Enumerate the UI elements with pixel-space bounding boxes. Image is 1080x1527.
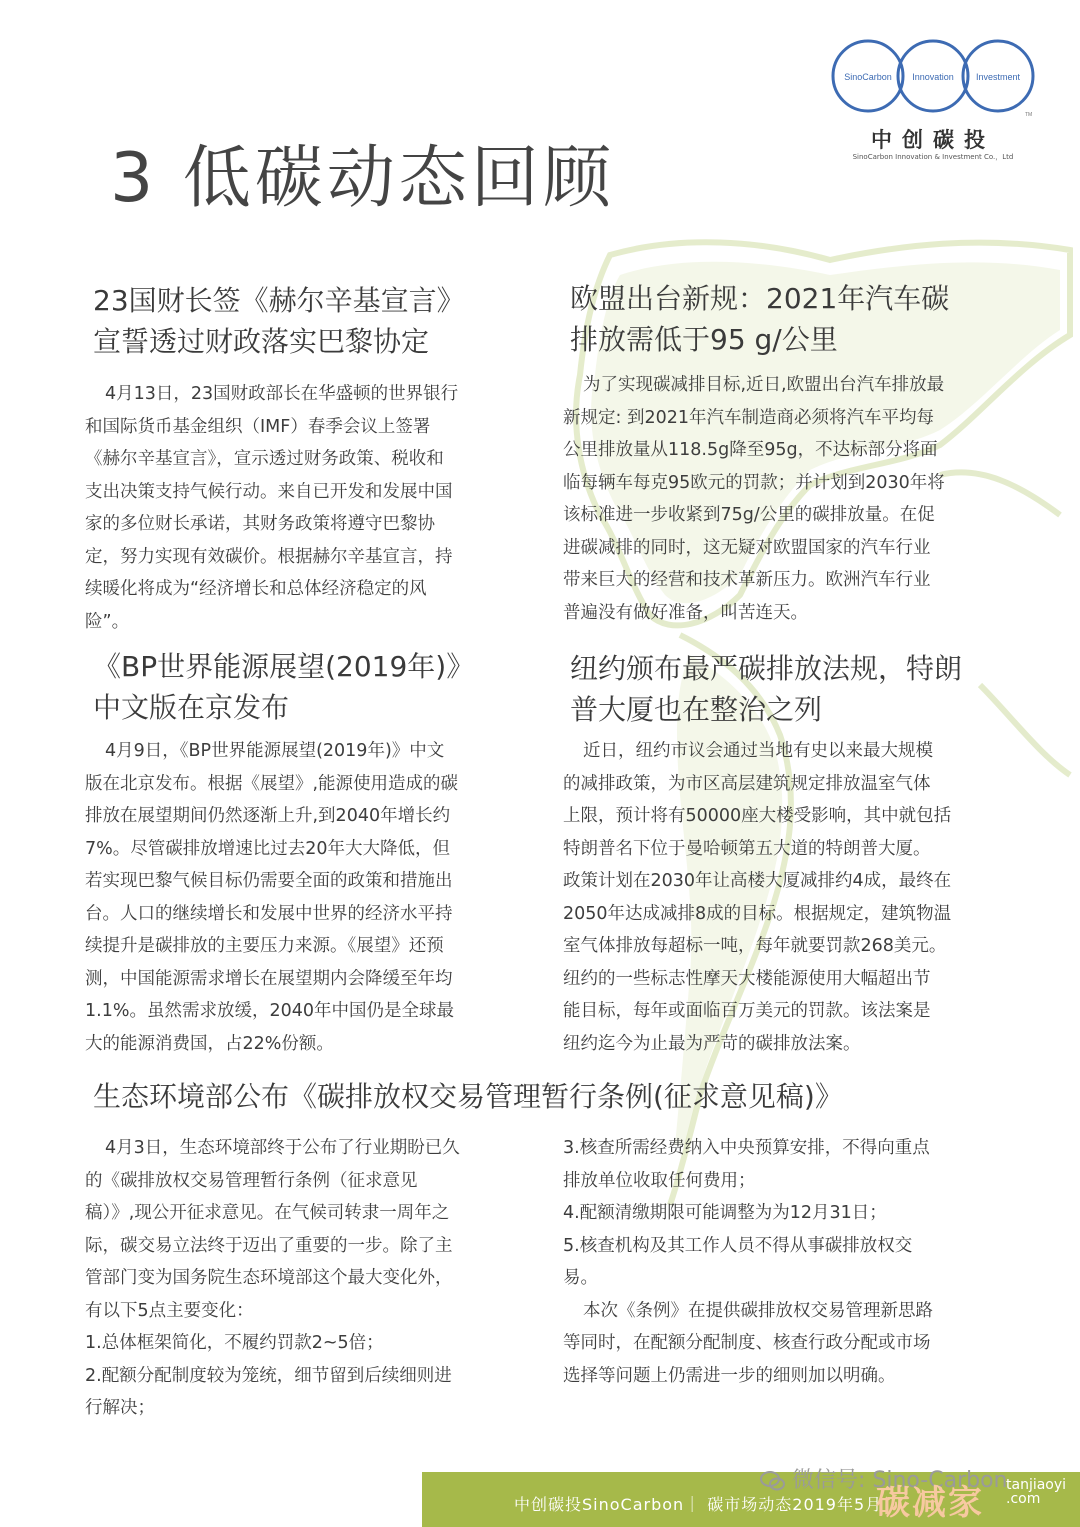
body-line: 能目标，每年或面临百万美元的罚款。该法案是 [563,1001,931,1021]
section-2-title [570,278,949,360]
body-line: 2050年达成减排8成的目标。根据规定，建筑物温 [563,903,952,924]
body-line: 稿）》,现公开征求意见。在气候司转隶一周年之 [85,1203,450,1223]
logo-ring-1: SinoCarbon [844,72,892,82]
page-title: 3 低碳动态回顾 [110,139,615,218]
logo-trademark: TM [1025,112,1033,118]
body-line: 续暖化将成为“经济增长和总体经济稳定的风 [85,579,427,599]
section-3-title-line-1: 《BP世界能源展望(2019年)》 [93,650,475,683]
body-line: 选择等问题上仍需进一步的细则加以明确。 [563,1365,896,1386]
section-1-body [85,378,458,638]
body-line: 上限，预计将有50000座大楼受影响，其中就包括 [563,806,952,826]
body-line: 大的能源消费国，占22%份额。 [85,1033,334,1054]
list-item-1: 1.总体框架简化，不履约罚款2~5倍； [85,1333,384,1353]
footer-text: 中创碳投SinoCarbon｜ 碳市场动态2019年5月 [514,1495,883,1514]
list-item-5-line-1: 5.核查机构及其工作人员不得从事碳排放权交 [563,1235,913,1256]
body-line: 的《碳排放权交易管理暂行条例（征求意见 [85,1170,418,1191]
body-line: 带来巨大的经营和技术革新压力。欧洲汽车行业 [563,570,931,590]
list-item-2-line-2: 行解决； [85,1398,155,1418]
wechat-icon [760,1470,786,1492]
section-4-title-line-2: 普大厦也在整治之列 [570,693,823,726]
list-item-3-line-1: 3.核查所需经费纳入中央预算安排，不得向重点 [563,1138,930,1158]
section-3-body [85,735,458,1060]
section-3-title [93,646,474,728]
body-line: 室气体排放每超标一吨，每年就要罚款268美元。 [563,936,947,956]
body-line: 该标准进一步收紧到75g/公里的碳排放量。在促 [563,505,935,525]
body-line: 版在北京发布。根据《展望》,能源使用造成的碳 [85,773,459,794]
body-line: 普遍没有做好准备，叫苦连天。 [563,602,808,623]
logo-rings-icon [828,38,1038,118]
section-2-body [563,369,945,629]
body-line: 临每辆车每克95欧元的罚款；并计划到2030年将 [563,472,945,493]
body-line: 定，努力实现有效碳价。根据赫尔辛基宣言，持 [85,546,453,567]
body-line: 政策计划在2030年让高楼大厦减排约4成，最终在 [563,871,952,891]
body-line: 家的多位财长承诺，其财务政策将遵守巴黎协 [85,514,435,534]
body-line: 为了实现碳减排目标,近日,欧盟出台汽车排放最 [583,375,945,395]
body-line: 本次《条例》在提供碳排放权交易管理新思路 [583,1300,933,1321]
section-4-title [570,648,962,730]
body-line: 纽约的一些标志性摩天大楼能源使用大幅超出节 [563,968,931,989]
wechat-id: 微信号: Sino-Carbon [792,1468,1008,1493]
section-4-title-line-1: 纽约颁布最严碳排放法规，特朗 [570,652,963,685]
logo-ring-2: Innovation [912,72,954,82]
body-line: 和国际货币基金组织（IMF）春季会议上签署 [85,416,431,437]
section-1-title-line-2: 宣誓透过财政落实巴黎协定 [93,325,430,358]
body-line: 7%。尽管碳排放增速比过去20年大大降低，但 [85,838,451,859]
body-line: 新规定: 到2021年汽车制造商必须将汽车平均每 [563,407,934,428]
body-line: 等同时，在配额分配制度、核查行政分配或市场 [563,1333,931,1353]
body-line: 险”。 [85,611,130,632]
list-item-3-line-2: 排放单位收取任何费用； [563,1170,756,1191]
section-3-title-line-2: 中文版在京发布 [93,691,290,724]
section-2-title-line-1: 欧盟出台新规：2021年汽车碳 [570,282,950,315]
logo-ring-3: Investment [975,72,1021,82]
body-line: 4月3日，生态环境部终于公布了行业期盼已久 [105,1138,460,1158]
body-line: 公里排放量从118.5g降至95g，不达标部分将面 [563,440,938,460]
body-line: 纽约迄今为止最为严苛的碳排放法案。 [563,1033,861,1054]
company-logo [828,38,1038,168]
list-item-2-line-1: 2.配额分配制度较为笼统，细节留到后续细则进 [85,1365,452,1386]
body-line: 《赫尔辛基宣言》，宣示透过财务政策、税收和 [85,449,444,469]
body-line: 管部门变为国务院生态环境部这个最大变化外， [85,1268,453,1288]
section-5-title: 生态环境部公布《碳排放权交易管理暂行条例(征求意见稿)》 [93,1080,843,1113]
body-line: 1.1%。虽然需求放缓，2040年中国仍是全球最 [85,1001,454,1021]
body-line: 的减排政策，为市区高层建筑规定排放温室气体 [563,773,931,794]
logo-name-cn: 中创碳投 [871,128,995,152]
section-2-title-line-2: 排放需低于95 g/公里 [570,323,838,356]
list-item-5-line-2: 易。 [563,1268,598,1288]
body-line: 若实现巴黎气候目标仍需要全面的政策和措施出 [85,871,453,891]
body-line: 支出决策支持气候行动。来自已开发和发展中国 [85,481,453,502]
body-line: 际，碳交易立法终于迈出了重要的一步。除了主 [85,1235,453,1256]
list-item-4: 4.配额清缴期限可能调整为为12月31日； [563,1203,887,1223]
body-line: 特朗普名下位于曼哈顿第五大道的特朗普大厦。 [563,838,931,859]
body-line: 排放在展望期间仍然逐渐上升,到2040年增长约 [85,806,451,826]
body-line: 测，中国能源需求增长在展望期内会降缓至年均 [85,968,453,989]
body-line: 有以下5点主要变化： [85,1300,254,1321]
body-line: 续提升是碳排放的主要压力来源。《展望》还预 [85,936,444,956]
site-watermark: 碳减家 [876,1483,984,1523]
body-line: 4月13日，23国财政部长在华盛顿的世界银行 [105,384,459,404]
section-4-body [563,735,951,1060]
body-line: 台。人口的继续增长和发展中世界的经济水平持 [85,903,453,924]
body-line: 进碳减排的同时，这无疑对欧盟国家的汽车行业 [563,537,931,558]
body-line: 4月9日，《BP世界能源展望(2019年)》中文 [105,741,445,761]
logo-name-en: SinoCarbon Innovation & Investment Co.，Ltd [852,153,1014,161]
section-5-intro [85,1132,460,1425]
section-5-continued [563,1132,933,1392]
section-1-title [93,280,465,362]
body-line: 近日，纽约市议会通过当地有史以来最大规模 [583,741,933,761]
section-1-title-line-1: 23国财长签《赫尔辛基宣言》 [93,284,465,317]
watermark-domain: tanjiaoyi .com [1006,1477,1067,1507]
